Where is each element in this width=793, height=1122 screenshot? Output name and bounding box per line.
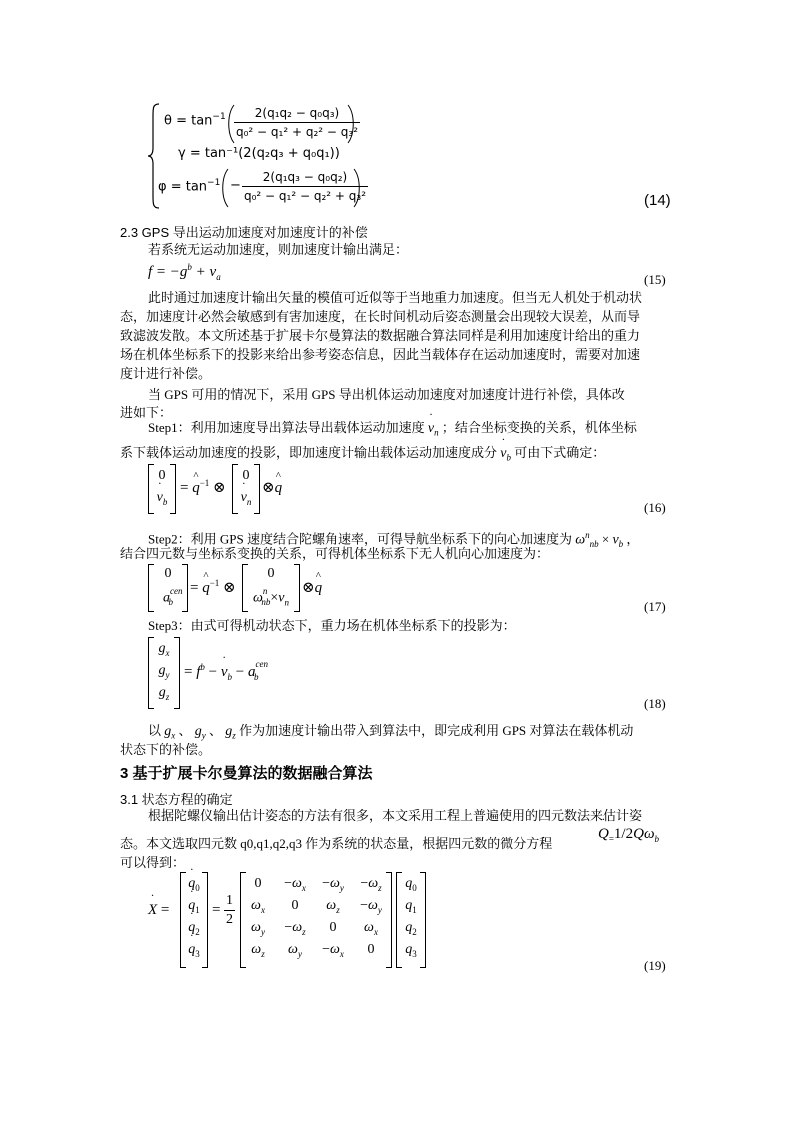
p4-gx: g xyxy=(164,724,172,739)
eq17-matrix-lhs xyxy=(148,564,188,612)
paragraph-2-line-3: 致滤波发散。本文所述基于扩展卡尔曼算法的数据融合算法同样是利用加速度计给出的重力 xyxy=(120,328,641,343)
eq14-fraction-1 xyxy=(234,104,360,141)
p4-text-a: 以 xyxy=(148,723,162,738)
eq16-lhs-0: 0 xyxy=(158,468,166,483)
paragraph-2-line-5: 度计进行补偿。 xyxy=(120,366,212,381)
section-heading-3-1: 3.1 状态方程的确定 xyxy=(120,792,233,807)
m33: 0 xyxy=(367,942,375,957)
eq17-qhat-2: q ^ xyxy=(315,580,323,597)
eq14-paren-open-3 xyxy=(220,168,230,208)
eq14-denominator-1: q₀² − q₁² + q₂² − q₃² xyxy=(236,125,359,139)
eq15-rhs: + v xyxy=(195,264,217,280)
step1-line-1 xyxy=(148,417,637,444)
eq17-rhs-omega-v: $\omega^n_{nb}\times v_n$ xyxy=(252,586,289,608)
paragraph-4-line-2: 状态下的补偿。 xyxy=(120,742,212,757)
sec3-paragraph-line-1: 根据陀螺仪输出估计姿态的方法有很多，本文采用工程上普遍使用的四元数法来估计姿 xyxy=(148,808,643,823)
step1-text-d: 可由下式确定： xyxy=(514,445,606,460)
equation-number-19: (19) xyxy=(644,958,666,973)
m12: $\omega_z$ xyxy=(326,898,340,915)
equation-number-18: (18) xyxy=(644,696,666,711)
step1-text-a: Step1：利用加速度导出算法导出载体运动加速度 xyxy=(148,420,425,435)
p4-gy: g xyxy=(194,724,202,739)
eq17-equals: = xyxy=(190,580,199,596)
eq19-qdot-2: q $˙_2$ xyxy=(181,920,207,937)
eq19-qdot-vector xyxy=(180,872,208,968)
step1-line-2 xyxy=(120,442,605,469)
m21: $-\omega_z$ xyxy=(284,920,306,937)
p4-gy-sub: y xyxy=(201,730,206,741)
q-2: $q_2$ xyxy=(405,920,417,937)
step1-vn-sub: n xyxy=(434,427,439,438)
p4-sep-2: 、 xyxy=(209,723,223,738)
q-1: $q_1$ xyxy=(405,898,417,915)
q-3: $q_3$ xyxy=(405,942,417,959)
eq16-lhs-vb: v $˙_b$ xyxy=(149,490,175,507)
eq17-inv: −1 xyxy=(209,578,220,588)
p4-sep-1: 、 xyxy=(178,723,192,738)
eq17-matrix-rhs xyxy=(242,564,300,612)
step2-omega: ω xyxy=(575,532,586,548)
m20: $\omega_y$ xyxy=(251,920,265,937)
p4-gz: g xyxy=(225,724,233,739)
eq16-otimes-2: ⊗ xyxy=(262,480,275,496)
equation-14 xyxy=(148,102,378,210)
eq14-line3-sup: −1 xyxy=(207,178,221,188)
eq14-numerator-1: 2(q₁q₂ − q₀q₃) xyxy=(234,104,360,123)
eq14-denominator-3: q₀² − q₁² − q₂² + q₃² xyxy=(244,189,367,203)
eq16-qhat: q ^ xyxy=(192,480,200,497)
step3-line: Step3：由式可得机动状态下，重力场在机体坐标系下的投影为： xyxy=(148,618,516,633)
equation-number-14: (14) xyxy=(644,192,671,209)
eq17-lhs-0: 0 xyxy=(164,566,172,581)
eq16-inv: −1 xyxy=(199,478,210,488)
eq19-half: $\frac{1}{2}$ xyxy=(226,893,233,927)
equation-number-17: (17) xyxy=(644,599,666,614)
m30: $\omega_z$ xyxy=(251,942,265,959)
eq16-qhat-2: q ^ xyxy=(275,480,283,497)
eq19-qdot-1: q $˙_1$ xyxy=(181,898,207,915)
eq17-otimes-1: ⊗ xyxy=(223,580,236,596)
step2-v: v xyxy=(612,532,619,548)
eq14-line1 xyxy=(164,112,226,128)
section-heading-3: 3 基于扩展卡尔曼算法的数据融合算法 xyxy=(120,765,373,782)
m03: $-\omega_z$ xyxy=(360,876,382,893)
quaternion-diff-eq: Q $˙_=1/2Q\omega_b$ xyxy=(598,826,659,844)
step1-text-b: ；结合坐标变换的关系，机体坐标 xyxy=(441,420,637,435)
eq17-middle xyxy=(190,578,236,597)
paragraph-2-line-1: 此时通过加速度计输出矢量的模值可近似等于当地重力加速度。但当无人机处于机动状 xyxy=(148,290,643,305)
eq16-rhs-0: 0 xyxy=(242,468,250,483)
sec3-paragraph-line-3: 可以得到： xyxy=(120,855,186,870)
eq14-paren-close-3 xyxy=(352,168,362,208)
paragraph-4-line-1 xyxy=(148,720,633,747)
step2-line-2: 结合四元数与坐标系变换的关系，可得机体坐标系下无人机向心加速度为： xyxy=(120,546,550,561)
p4-text-b: 作为加速度计输出带入到算法中，即完成利用 GPS 对算法在载体机动 xyxy=(239,723,634,738)
paragraph-no-accel: 若系统无运动加速度，则加速度计输出满足： xyxy=(148,242,409,257)
eq16-equals: = xyxy=(180,480,189,496)
eq18-matrix xyxy=(148,637,180,709)
eq14-numerator-3: 2(q₁q₃ − q₀q₂) xyxy=(242,168,368,187)
step2-omega-sub: nb xyxy=(589,538,599,549)
eq18-rhs: = $f^b - v$ $˙_b - a^{cen}_b$ xyxy=(184,662,259,682)
eq17-lhs-acen: $a^{cen}_b$ xyxy=(163,586,183,608)
p4-gx-sub: x xyxy=(171,730,176,741)
eq19-qdot-0: q $˙_0$ xyxy=(181,876,207,893)
eq14-line3-minus: − xyxy=(230,178,241,193)
eq14-line1-sup: −1 xyxy=(212,112,226,122)
eq18-gx: $g_x$ xyxy=(158,641,170,658)
equation-15 xyxy=(148,262,221,282)
m00: 0 xyxy=(254,876,262,891)
eq14-paren-close-1 xyxy=(346,104,356,144)
step1-text-c: 系下载体运动加速度的投影，即加速度计输出载体运动加速度成分 xyxy=(120,445,498,460)
step2-text-b: ， xyxy=(626,531,640,547)
sec3-paragraph-line-2: 态。本文选取四元数 q0,q1,q2,q3 作为系统的状态量，根据四元数的微分方程 xyxy=(120,836,553,851)
q-0: $q_0$ xyxy=(405,876,417,893)
m01: $-\omega_x$ xyxy=(284,876,306,893)
eq16-matrix-lhs xyxy=(148,464,176,514)
eq19-lhs: X ˙ = xyxy=(148,902,169,919)
eq15-lhs: f = −g xyxy=(148,264,188,280)
eq15-sub: a xyxy=(216,272,221,282)
paragraph-2-line-2: 态，加速度计必然会敏感到有害加速度，在长时间机动后姿态测量会出现较大误差，从而导 xyxy=(120,309,641,324)
eq15-sup: b xyxy=(187,262,192,272)
m31: $\omega_y$ xyxy=(288,942,302,959)
eq16-middle xyxy=(180,478,226,497)
eq14-line2: γ = tan⁻¹(2(q₂q₃ + q₀q₁)) xyxy=(178,146,340,161)
m23: $\omega_x$ xyxy=(364,920,378,937)
eq19-q-vector xyxy=(396,872,426,968)
eq16-otimes-1: ⊗ xyxy=(213,480,226,496)
paragraph-2-line-4: 场在机体坐标系下的投影来给出参考姿态信息，因此当载体存在运动加速度时，需要对加速 xyxy=(120,347,641,362)
p4-gz-sub: z xyxy=(232,730,236,741)
step1-vb-symbol: v ˙ xyxy=(500,443,506,465)
equation-number-15: (15) xyxy=(644,272,666,287)
m10: $\omega_x$ xyxy=(251,898,265,915)
equation-number-16: (16) xyxy=(644,500,666,515)
step2-omega-sup: n xyxy=(585,530,590,540)
m11: 0 xyxy=(291,898,299,913)
eq19-equals-2: = xyxy=(212,902,221,918)
eq14-line3 xyxy=(158,178,220,194)
eq18-gz: $g_z$ xyxy=(158,685,170,702)
section-heading-2-3: 2.3 GPS 导出运动加速度对加速度计的补偿 xyxy=(120,225,368,240)
step2-times: × xyxy=(601,531,610,547)
step1-vb-sub: b xyxy=(506,452,511,463)
step2-text-a: Step2：利用 GPS 速度结合陀螺角速率，可得导航坐标系下的向心加速度为 xyxy=(148,531,572,547)
eq17-otimes-2: ⊗ xyxy=(302,580,315,596)
eq16-tail xyxy=(262,478,282,497)
paragraph-3-line-2: 进如下： xyxy=(120,405,173,420)
paragraph-3-line-1: 当 GPS 可用的情况下，采用 GPS 导出机体运动加速度对加速度计进行补偿，具体改 xyxy=(148,387,625,402)
eq19-qdot-3: q $˙_3$ xyxy=(181,942,207,959)
eq19-omega-matrix xyxy=(240,872,392,968)
eq16-matrix-rhs xyxy=(232,464,260,514)
m22: 0 xyxy=(329,920,337,935)
m13: $-\omega_y$ xyxy=(360,898,382,915)
m02: $-\omega_y$ xyxy=(322,876,344,893)
eq14-line3-lhs: φ = tan xyxy=(158,179,208,195)
eq17-qhat: q ^ xyxy=(202,580,210,597)
eq16-rhs-vn: v $˙_n$ xyxy=(233,490,259,507)
eq17-rhs-0: 0 xyxy=(267,566,275,581)
eq14-fraction-3 xyxy=(242,168,368,205)
step2-v-sub: b xyxy=(618,538,624,549)
step1-vn-symbol: v ˙ xyxy=(428,418,434,440)
eq14-line1-lhs: θ = tan xyxy=(164,113,213,129)
eq18-gy: $g_y$ xyxy=(158,663,170,680)
eq17-tail xyxy=(302,578,322,597)
m32: $-\omega_x$ xyxy=(322,942,344,959)
